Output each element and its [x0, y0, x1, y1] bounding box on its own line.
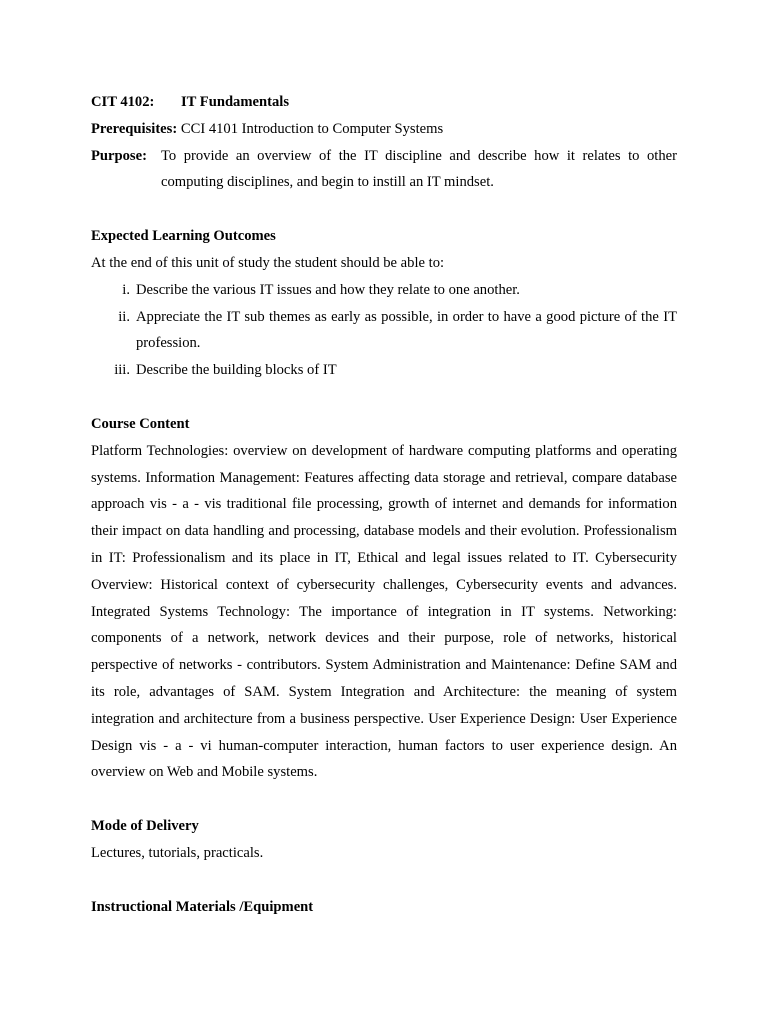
outcomes-heading: Expected Learning Outcomes	[91, 228, 276, 245]
prerequisites-value: CCI 4101 Introduction to Computer Systems	[180, 120, 444, 137]
list-item-number: iii.	[114, 362, 130, 379]
course-title: IT Fundamentals	[181, 94, 289, 110]
list-item-text: Describe the building blocks of IT	[136, 362, 337, 379]
course-heading	[91, 89, 677, 116]
list-item-number: ii.	[118, 308, 130, 325]
spacer	[91, 786, 677, 813]
course-code: CIT 4102:	[91, 94, 155, 110]
list-item	[91, 277, 677, 304]
list-item	[91, 304, 677, 358]
delivery-text: Lectures, tutorials, practicals.	[91, 844, 264, 861]
course-content-text: Platform Technologies: overview on development of hardware computing platforms and operating systems. Information Management: Features affecting data storage and retrieval, compare database approach vis - a - vis traditional file processing, growth of internet and demands for information their impact on data handling and processing, database models and their evolution. Professionalism in IT: Professionalism and its place in IT, Ethical and legal issues related to IT. Cybersecurity Overview: Historical context of cybersecurity challenges, Cybersecurity events and advances. Integrated Systems Technology: The importance of integration in IT systems. Networking: components of a network, network devices and their purpose, role of networks, historical perspective of networks - contributors. System Administration and Maintenance: Define SAM and its role, advantages of SAM. System Integration and Architecture: the meaning of system integration and architecture from a business perspective. User Experience Design: User Experience Design vis - a - vi human-computer interaction, human factors to user experience design. An overview on Web and Mobile systems.	[91, 442, 677, 781]
spacer	[91, 867, 677, 894]
course-content-heading: Course Content	[91, 415, 190, 432]
list-item-number: i.	[122, 281, 130, 298]
spacer	[91, 384, 677, 411]
prerequisites-label: Prerequisites:	[91, 120, 178, 137]
purpose-label: Purpose:	[91, 147, 147, 164]
list-item-text: Describe the various IT issues and how they relate to one another.	[136, 281, 520, 298]
outcomes-list	[91, 277, 677, 384]
outcomes-intro: At the end of this unit of study the student should be able to:	[91, 254, 445, 271]
purpose-text: To provide an overview of the IT discipline and describe how it relates to other computing disciplines, and begin to instill an IT mindset.	[161, 147, 677, 191]
list-item-text: Appreciate the IT sub themes as early as possible, in order to have a good picture of the IT profession.	[136, 308, 677, 352]
document-page	[91, 89, 677, 921]
purpose-row	[91, 143, 677, 197]
prerequisites-row	[91, 116, 677, 143]
spacer	[91, 196, 677, 223]
list-item	[91, 357, 677, 384]
materials-heading: Instructional Materials /Equipment	[91, 898, 314, 915]
delivery-heading: Mode of Delivery	[91, 818, 199, 835]
